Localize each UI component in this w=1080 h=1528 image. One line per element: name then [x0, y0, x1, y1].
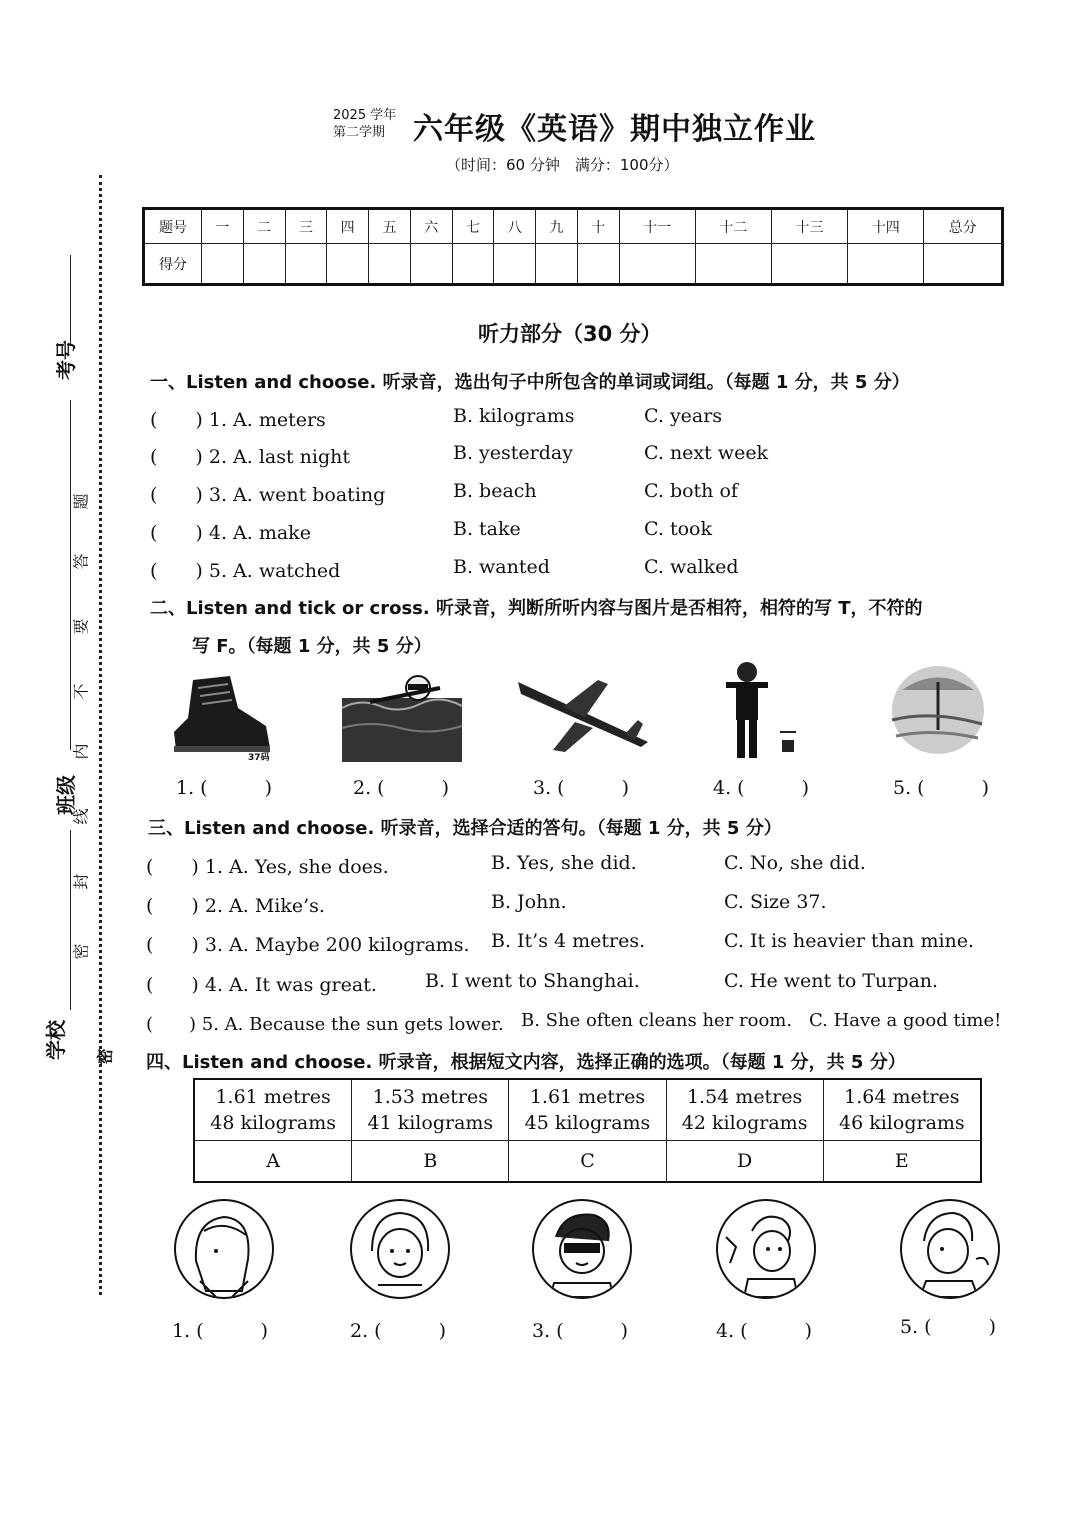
score-cell: 十四 — [848, 209, 924, 244]
score-input-cell[interactable] — [369, 244, 411, 285]
option-e-cell — [823, 1079, 981, 1141]
score-cell: 四 — [327, 209, 369, 244]
score-table-row-numbers — [144, 209, 1003, 244]
section1-heading: 一、Listen and choose. 听录音，选出句子中所包含的单词或词组。（每题 1 分，共 5 分） — [150, 372, 910, 393]
score-input-cell[interactable] — [452, 244, 494, 285]
score-input-cell[interactable] — [695, 244, 771, 285]
s1-q2-c: C. next week — [644, 442, 769, 464]
score-input-cell[interactable] — [202, 244, 244, 285]
option-d-cell — [666, 1079, 823, 1141]
seal-char: 内 — [71, 743, 91, 760]
swimmer-picture — [340, 668, 464, 764]
school-label: 学校 — [44, 1020, 68, 1060]
seal-char: 要 — [71, 618, 91, 635]
section4-heading: 四、Listen and choose. 听录音，根据短文内容，选择正确的选项。（每题 1 分，共 5 分） — [146, 1052, 906, 1073]
seal-char: 封 — [71, 873, 91, 890]
option-letter: D — [666, 1141, 823, 1183]
section2-heading: 二、Listen and tick or cross. 听录音，判断所听内容与图片是否相符，相符的写 T，不符的 — [150, 598, 923, 619]
score-input-cell[interactable] — [771, 244, 847, 285]
seal-char: 密 — [71, 943, 91, 960]
score-label-cell: 得分 — [144, 244, 202, 285]
s1-q2-b: B. yesterday — [453, 442, 573, 464]
girl-portrait-1 — [174, 1199, 274, 1299]
s1-q4-a[interactable]: ( ) 4. A. make — [150, 522, 311, 544]
s1-q2-a[interactable]: ( ) 2. A. last night — [150, 446, 351, 468]
s2-answer-blank-2[interactable]: 2. ( ) — [353, 777, 449, 799]
option-letter-row — [194, 1141, 981, 1183]
s3-q1-c: C. No, she did. — [724, 852, 866, 874]
s1-q1-c: C. years — [644, 405, 723, 427]
score-cell: 一 — [202, 209, 244, 244]
score-input-cell[interactable] — [577, 244, 619, 285]
score-input-cell[interactable] — [243, 244, 285, 285]
option-letter: B — [352, 1141, 509, 1183]
body-info-table — [193, 1078, 982, 1183]
page-subtitle: （时间：60 分钟 满分：100分） — [446, 156, 679, 174]
s1-q4-b: B. take — [453, 518, 521, 540]
s3-q2-c: C. Size 37. — [724, 891, 827, 913]
option-height: 1.54 metres — [686, 1086, 803, 1108]
score-cell: 八 — [494, 209, 536, 244]
seal-char: 答 — [71, 553, 91, 570]
s3-q2-b: B. John. — [491, 891, 567, 913]
s3-q1-a[interactable]: ( ) 1. A. Yes, she does. — [146, 856, 389, 878]
s1-q1-a[interactable]: ( ) 1. A. meters — [150, 409, 326, 431]
body-info-row — [194, 1079, 981, 1141]
score-cell: 二 — [243, 209, 285, 244]
option-weight: 42 kilograms — [681, 1112, 808, 1134]
s3-q5-c: C. Have a good time! — [809, 1010, 1002, 1031]
option-weight: 41 kilograms — [367, 1112, 494, 1134]
score-input-cell[interactable] — [285, 244, 327, 285]
s2-answer-blank-5[interactable]: 5. ( ) — [893, 777, 989, 799]
score-input-cell[interactable] — [848, 244, 924, 285]
boy-portrait-sunglasses — [532, 1199, 632, 1299]
score-cell: 七 — [452, 209, 494, 244]
option-letter: E — [823, 1141, 981, 1183]
score-cell: 题号 — [144, 209, 202, 244]
option-b-cell — [352, 1079, 509, 1141]
airplane-picture — [513, 672, 658, 754]
score-cell: 九 — [536, 209, 578, 244]
s1-q5-b: B. wanted — [453, 556, 550, 578]
s1-q1-b: B. kilograms — [453, 405, 575, 427]
boy-portrait-waving — [716, 1199, 816, 1299]
score-input-cell[interactable] — [924, 244, 1003, 285]
score-cell: 十二 — [695, 209, 771, 244]
score-cell: 五 — [369, 209, 411, 244]
s4-answer-blank-4[interactable]: 4. ( ) — [716, 1320, 812, 1342]
exam-no-label: 考号 — [54, 340, 78, 380]
s3-q4-c: C. He went to Turpan. — [724, 970, 939, 992]
s2-answer-blank-3[interactable]: 3. ( ) — [533, 777, 629, 799]
option-weight: 48 kilograms — [210, 1112, 336, 1134]
s1-q3-b: B. beach — [453, 480, 537, 502]
s1-q5-c: C. walked — [644, 556, 739, 578]
option-a-cell — [194, 1079, 352, 1141]
s3-q4-b: B. I went to Shanghai. — [425, 970, 640, 992]
seal-char: 密 — [95, 1048, 115, 1065]
option-weight: 46 kilograms — [839, 1112, 965, 1134]
s2-answer-blank-4[interactable]: 4. ( ) — [713, 777, 809, 799]
option-height: 1.61 metres — [215, 1086, 331, 1108]
page-title: 六年级《英语》期中独立作业 — [413, 112, 816, 147]
beach-picture — [882, 660, 986, 758]
boot-picture — [168, 668, 278, 763]
option-letter: A — [194, 1141, 352, 1183]
score-input-cell[interactable] — [536, 244, 578, 285]
option-height: 1.64 metres — [844, 1086, 960, 1108]
score-table-row-scores — [144, 244, 1003, 285]
s2-answer-blank-1[interactable]: 1. ( ) — [176, 777, 272, 799]
s4-answer-blank-5[interactable]: 5. ( ) — [900, 1316, 996, 1338]
s1-q3-c: C. both of — [644, 480, 738, 502]
score-input-cell[interactable] — [619, 244, 695, 285]
s3-q3-a[interactable]: ( ) 3. A. Maybe 200 kilograms. — [146, 934, 470, 956]
option-letter: C — [509, 1141, 666, 1183]
s3-q5-b: B. She often cleans her room. — [521, 1010, 793, 1031]
s4-answer-blank-2[interactable]: 2. ( ) — [350, 1320, 446, 1342]
school-year-bottom: 第二学期 — [333, 125, 386, 140]
girl-portrait-2 — [350, 1199, 450, 1299]
school-line — [70, 830, 71, 1010]
s3-q3-b: B. It’s 4 metres. — [491, 930, 646, 952]
section3-heading: 三、Listen and choose. 听录音，选择合适的答句。（每题 1 分，共 5 分） — [148, 818, 782, 839]
shoe-size-label: 37码 — [248, 753, 270, 763]
score-input-cell[interactable] — [410, 244, 452, 285]
exam-no-line — [70, 255, 71, 345]
seal-char: 题 — [71, 493, 91, 510]
score-input-cell[interactable] — [327, 244, 369, 285]
score-cell: 六 — [410, 209, 452, 244]
s1-q3-a[interactable]: ( ) 3. A. went boating — [150, 484, 386, 506]
s3-q2-a[interactable]: ( ) 2. A. Mike’s. — [146, 895, 325, 917]
score-cell: 总分 — [924, 209, 1003, 244]
s4-answer-blank-3[interactable]: 3. ( ) — [532, 1320, 628, 1342]
score-cell: 三 — [285, 209, 327, 244]
option-weight: 45 kilograms — [524, 1112, 651, 1134]
seal-char: 不 — [71, 683, 91, 700]
school-year-top: 2025 学年 — [333, 108, 397, 123]
option-c-cell — [509, 1079, 666, 1141]
man-picture — [722, 660, 804, 762]
s4-answer-blank-1[interactable]: 1. ( ) — [172, 1320, 268, 1342]
s3-q4-a[interactable]: ( ) 4. A. It was great. — [146, 974, 377, 996]
s1-q4-c: C. took — [644, 518, 712, 540]
seal-dotted-line — [99, 175, 102, 1295]
score-cell: 十一 — [619, 209, 695, 244]
listening-title: 听力部分（30 分） — [478, 322, 662, 346]
s3-q1-b: B. Yes, she did. — [491, 852, 637, 874]
boy-portrait-5 — [900, 1199, 1000, 1299]
class-label: 班级 — [54, 775, 78, 815]
score-cell: 十三 — [771, 209, 847, 244]
score-input-cell[interactable] — [494, 244, 536, 285]
s1-q5-a[interactable]: ( ) 5. A. watched — [150, 560, 341, 582]
section2-heading-cont: 写 F。（每题 1 分，共 5 分） — [192, 636, 432, 657]
score-cell: 十 — [577, 209, 619, 244]
score-table — [142, 207, 1004, 286]
option-height: 1.53 metres — [372, 1086, 488, 1108]
s3-q3-c: C. It is heavier than mine. — [724, 930, 975, 952]
option-height: 1.61 metres — [529, 1086, 646, 1108]
seal-char: 线 — [71, 808, 91, 825]
s3-q5-a[interactable]: ( ) 5. A. Because the sun gets lower. — [146, 1014, 504, 1035]
